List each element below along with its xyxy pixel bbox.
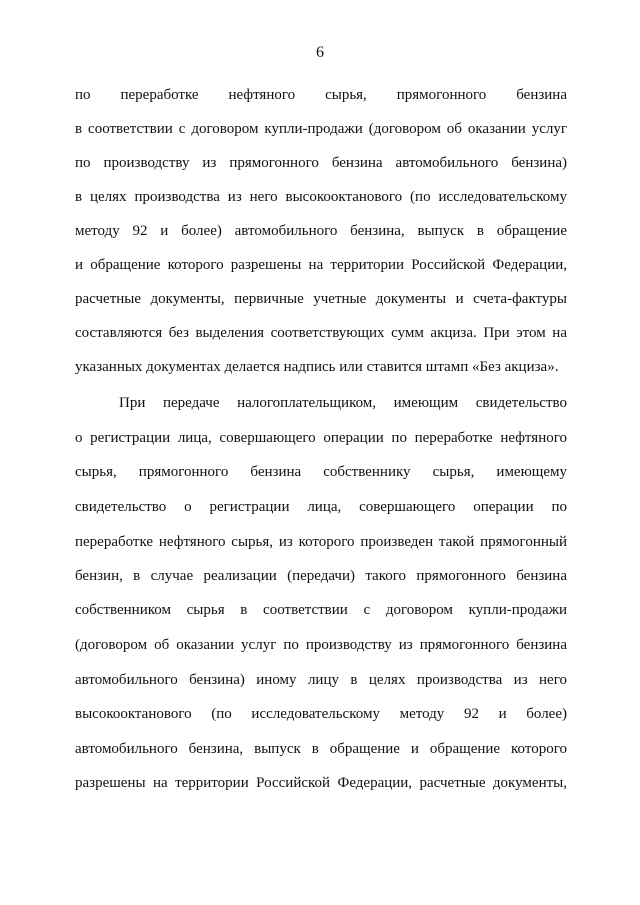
paragraph-line: (договором об оказании услуг по производству из прямогонного бензина	[75, 637, 567, 653]
paragraph-line: указанных документах делается надпись или ставится штамп «Без акциза».	[75, 359, 559, 375]
paragraph-line: о регистрации лица, совершающего операции по переработке нефтяного	[75, 430, 567, 446]
paragraph-line: по производству из прямогонного бензина автомобильного бензина)	[75, 155, 567, 171]
paragraph-line: автомобильного бензина, выпуск в обращение и обращение которого	[75, 741, 567, 757]
paragraph-line: и обращение которого разрешены на территории Российской Федерации,	[75, 257, 567, 273]
paragraph-line: по переработке нефтяного сырья, прямогонного бензина	[75, 87, 567, 103]
paragraph-line: в соответствии с договором купли-продажи (договором об оказании услуг	[75, 121, 567, 137]
paragraph-line: бензин, в случае реализации (передачи) такого прямогонного бензина	[75, 568, 567, 584]
paragraph-line: разрешены на территории Российской Федерации, расчетные документы,	[75, 775, 567, 791]
paragraph-line: составляются без выделения соответствующих сумм акциза. При этом на	[75, 325, 567, 341]
paragraph-line: сырья, прямогонного бензина собственнику сырья, имеющему	[75, 464, 567, 480]
paragraph-line: методу 92 и более) автомобильного бензина, выпуск в обращение	[75, 223, 567, 239]
paragraph-line: собственником сырья в соответствии с договором купли-продажи	[75, 602, 567, 618]
paragraph-line: расчетные документы, первичные учетные документы и счета-фактуры	[75, 291, 567, 307]
page-number: 6	[316, 44, 324, 61]
paragraph-line: свидетельство о регистрации лица, совершающего операции по	[75, 499, 567, 515]
paragraph-line: высокооктанового (по исследовательскому методу 92 и более)	[75, 706, 567, 722]
paragraph-line: автомобильного бензина) иному лицу в целях производства из него	[75, 672, 567, 688]
paragraph-line: в целях производства из него высокооктанового (по исследовательскому	[75, 189, 567, 205]
paragraph-line: переработке нефтяного сырья, из которого произведен такой прямогонный	[75, 534, 567, 550]
paragraph-line: При передаче налогоплательщиком, имеющим свидетельство	[119, 395, 567, 411]
